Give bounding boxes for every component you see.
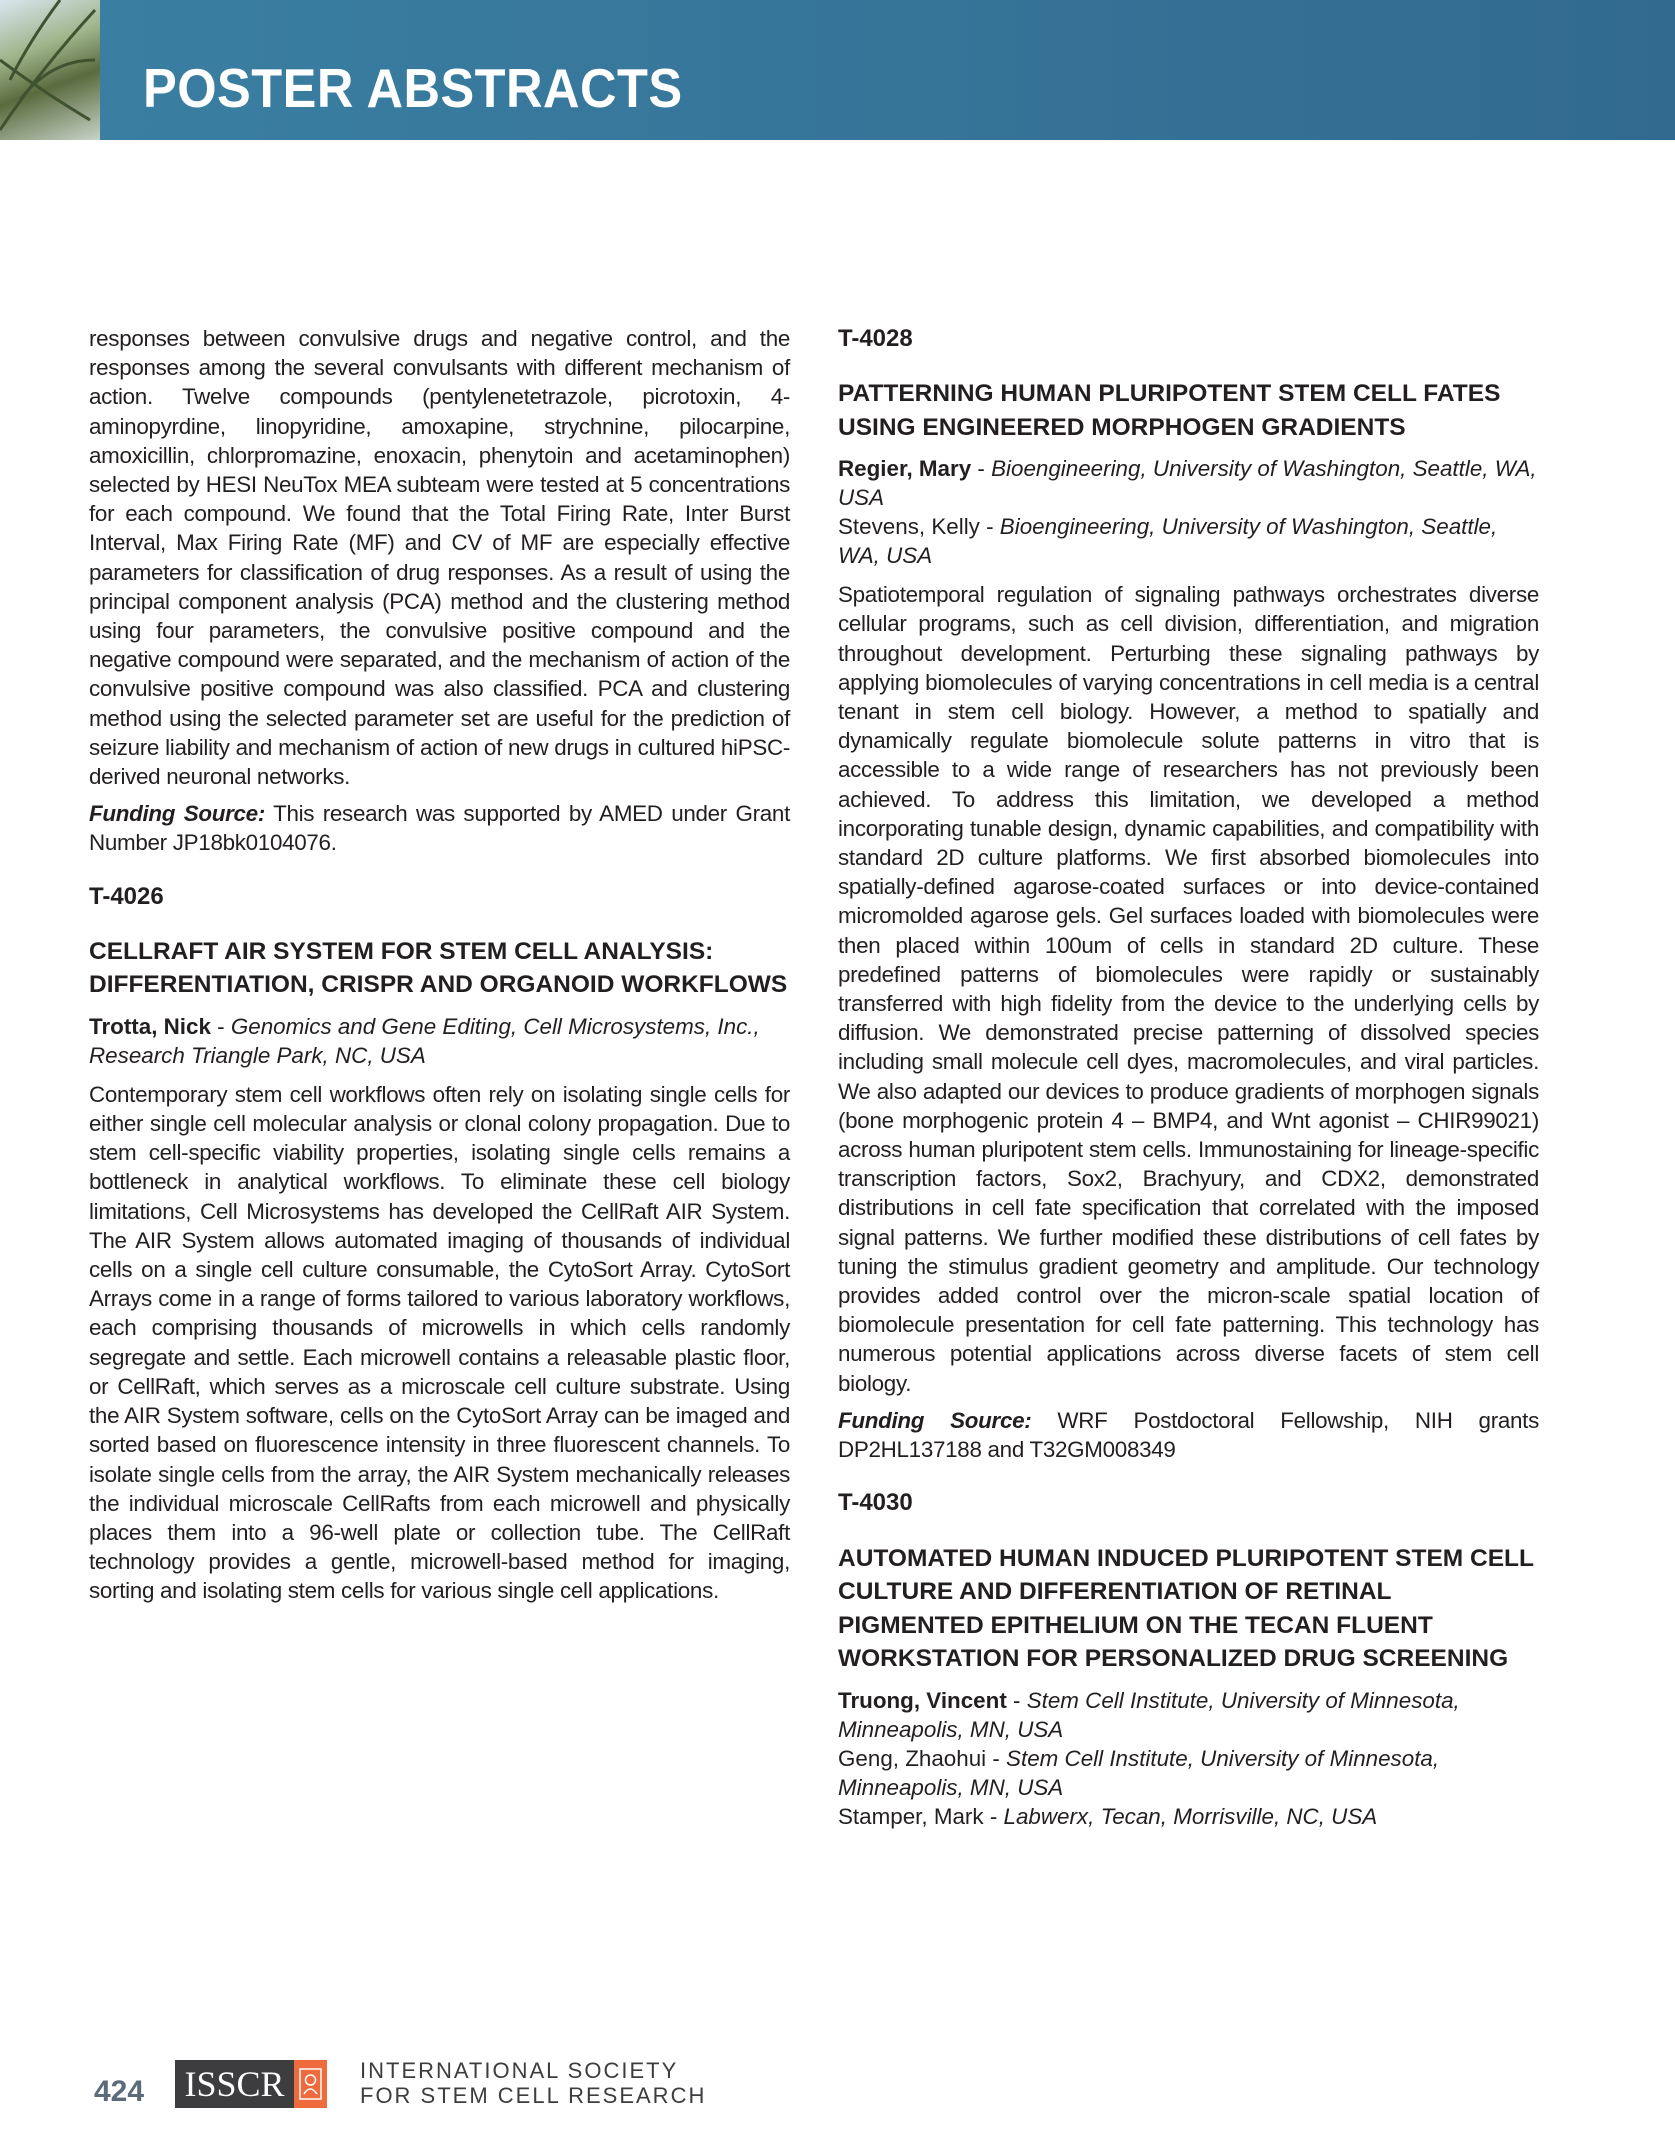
abstract-id: T-4030 <box>838 1489 913 1517</box>
palm-tree-image <box>0 0 100 140</box>
author-list: Trotta, Nick - Genomics and Gene Editing, Cell Microsystems, Inc., Research Triangle Park, NC, USA <box>89 1013 760 1068</box>
abstract-title: CELLRAFT AIR SYSTEM FOR STEM CELL ANALYSIS: DIFFERENTIATION, CRISPR AND ORGANOID WORKFLOWS <box>89 937 788 999</box>
page-title: POSTER ABSTRACTS <box>143 57 683 119</box>
page-number: 424 <box>94 2075 145 2108</box>
left-column <box>89 324 790 1614</box>
abstract-title: AUTOMATED HUMAN INDUCED PLURIPOTENT STEM CELL CULTURE AND DIFFERENTIATION OF RETINAL PIGMENTED EPITHELIUM ON THE TECAN FLUENT WORKSTATION FOR PERSONALIZED DRUG SCREENING <box>838 1544 1534 1672</box>
abstract-id: T-4028 <box>838 325 913 352</box>
right-column <box>838 324 1539 1841</box>
abstract-continuation: responses between convulsive drugs and negative control, and the responses among the several convulsants with different mechanism of action. Twelve compounds (pentylenetetrazole, picrotoxin, 4-aminopyrdine, linopyridine, amoxapine, strychnine, pilocarpine, amoxicillin, chlorpromazine, enoxacin, phenytoin and acetaminophen) selected by HESI NeuTox MEA subteam were tested at 5 concentrations for each compound. We found that the Total Firing Rate, Inter Burst Interval, Max Firing Rate (MF) and CV of MF are especially effective parameters for classification of drug responses. As a result of using the principal component analysis (PCA) method and the clustering method using four parameters, the convulsive positive compound and the negative compound were separated, and the mechanism of action of the convulsive positive compound was also classified. PCA and clustering method using the selected parameter set are useful for the prediction of seizure liability and mechanism of action of new drugs in cultured hiPSC-derived neuronal networks. <box>89 326 790 790</box>
isscr-logo: ISSCR <box>175 2060 294 2108</box>
header-banner <box>0 0 1675 140</box>
abstract-body: Contemporary stem cell workflows often rely on isolating single cells for either single cell molecular analysis or clonal colony propagation. Due to stem cell-specific viability properties, isolating single cells remains a bottleneck in analytical workflows. To eliminate these cell biology limitations, Cell Microsystems has developed the CellRaft AIR System. The AIR System allows automated imaging of thousands of individual cells on a single cell culture consumable, the CytoSort Array. CytoSort Arrays come in a range of forms tailored to various laboratory workflows, each comprising thousands of microwells in which cells randomly segregate and settle. Each microwell contains a releasable plastic floor, or CellRaft, which serves as a microscale cell culture substrate. Using the AIR System software, cells on the CytoSort Array can be imaged and sorted based on fluorescence intensity in three fluorescent channels. To isolate single cells from the array, the AIR System mechanically releases the individual microscale CellRafts from each microwell and physically places them into a 96-well plate or collection tube. The CellRaft technology provides a gentle, microwell-based method for imaging, sorting and isolating stem cells for various single cell applications. <box>89 1081 790 1604</box>
abstract-title: PATTERNING HUMAN PLURIPOTENT STEM CELL FATES USING ENGINEERED MORPHOGEN GRADIENTS <box>838 380 1501 441</box>
author-list: Truong, Vincent - Stem Cell Institute, University of Minnesota, Minneapolis, MN, USA Geng, Zhaohui - Stem Cell Institute, University of Minnesota, Minneapolis, MN, USA Stamper, Mark - Labwerx, Tecan, Morrisville, NC, USA <box>838 1687 1460 1829</box>
organization-name: INTERNATIONAL SOCIETY FOR STEM CELL RESEARCH <box>360 2058 707 2108</box>
funding-source: Funding Source: WRF Postdoctoral Fellowship, NIH grants DP2HL137188 and T32GM008349 <box>838 1407 1539 1463</box>
abstract-id: T-4026 <box>89 882 164 910</box>
funding-source: Funding Source: This research was supported by AMED under Grant Number JP18bk0104076. <box>89 801 790 856</box>
abstract-body: Spatiotemporal regulation of signaling pathways orchestrates diverse cellular programs, such as cell division, differentiation, and migration throughout development. Perturbing these signaling pathways by applying biomolecules of varying concentrations in cell media is a central tenant in stem cell biology. However, a method to spatially and dynamically regulate biomolecule solute patterns in vitro that is accessible to a wide range of researchers has not previously been achieved. To address this limitation, we developed a method incorporating tunable design, dynamic capabilities, and compatibility with standard 2D culture platforms. We first absorbed biomolecules into spatially-defined agarose-coated surfaces or into device-contained micromolded agarose gels. Gel surfaces loaded with biomolecules were then placed within 100um of cells in standard 2D culture. These predefined patterns of biomolecules were rapidly or sustainably transferred with high fidelity from the device to the underlying cells by diffusion. We demonstrated precise patterning of dissolved species including small molecule cell dyes, macromolecules, and viral particles. We also adapted our devices to produce gradients of morphogen signals (bone morphogenic protein 4 – BMP4, and Wnt agonist – CHIR99021) across human pluripotent stem cells. Immunostaining for lineage-specific transcription factors, Sox2, Brachyury, and CDX2, demonstrated distributions in cell fate specification that correlated with the imposed signal patterns. We further modified these distributions of cell fates by tuning the stimulus gradient geometry and amplitude. Our technology provides added control over the micron-scale spatial location of biomolecule presentation for cell fate patterning. This technology has numerous potential applications across diverse facets of stem cell biology. <box>838 582 1539 1396</box>
author-list: Regier, Mary - Bioengineering, University of Washington, Seattle, WA, USA Stevens, Kelly - Bioengineering, University of Washington, Seattle, WA, USA <box>838 456 1537 569</box>
isscr-logo-emblem-icon <box>294 2060 327 2108</box>
